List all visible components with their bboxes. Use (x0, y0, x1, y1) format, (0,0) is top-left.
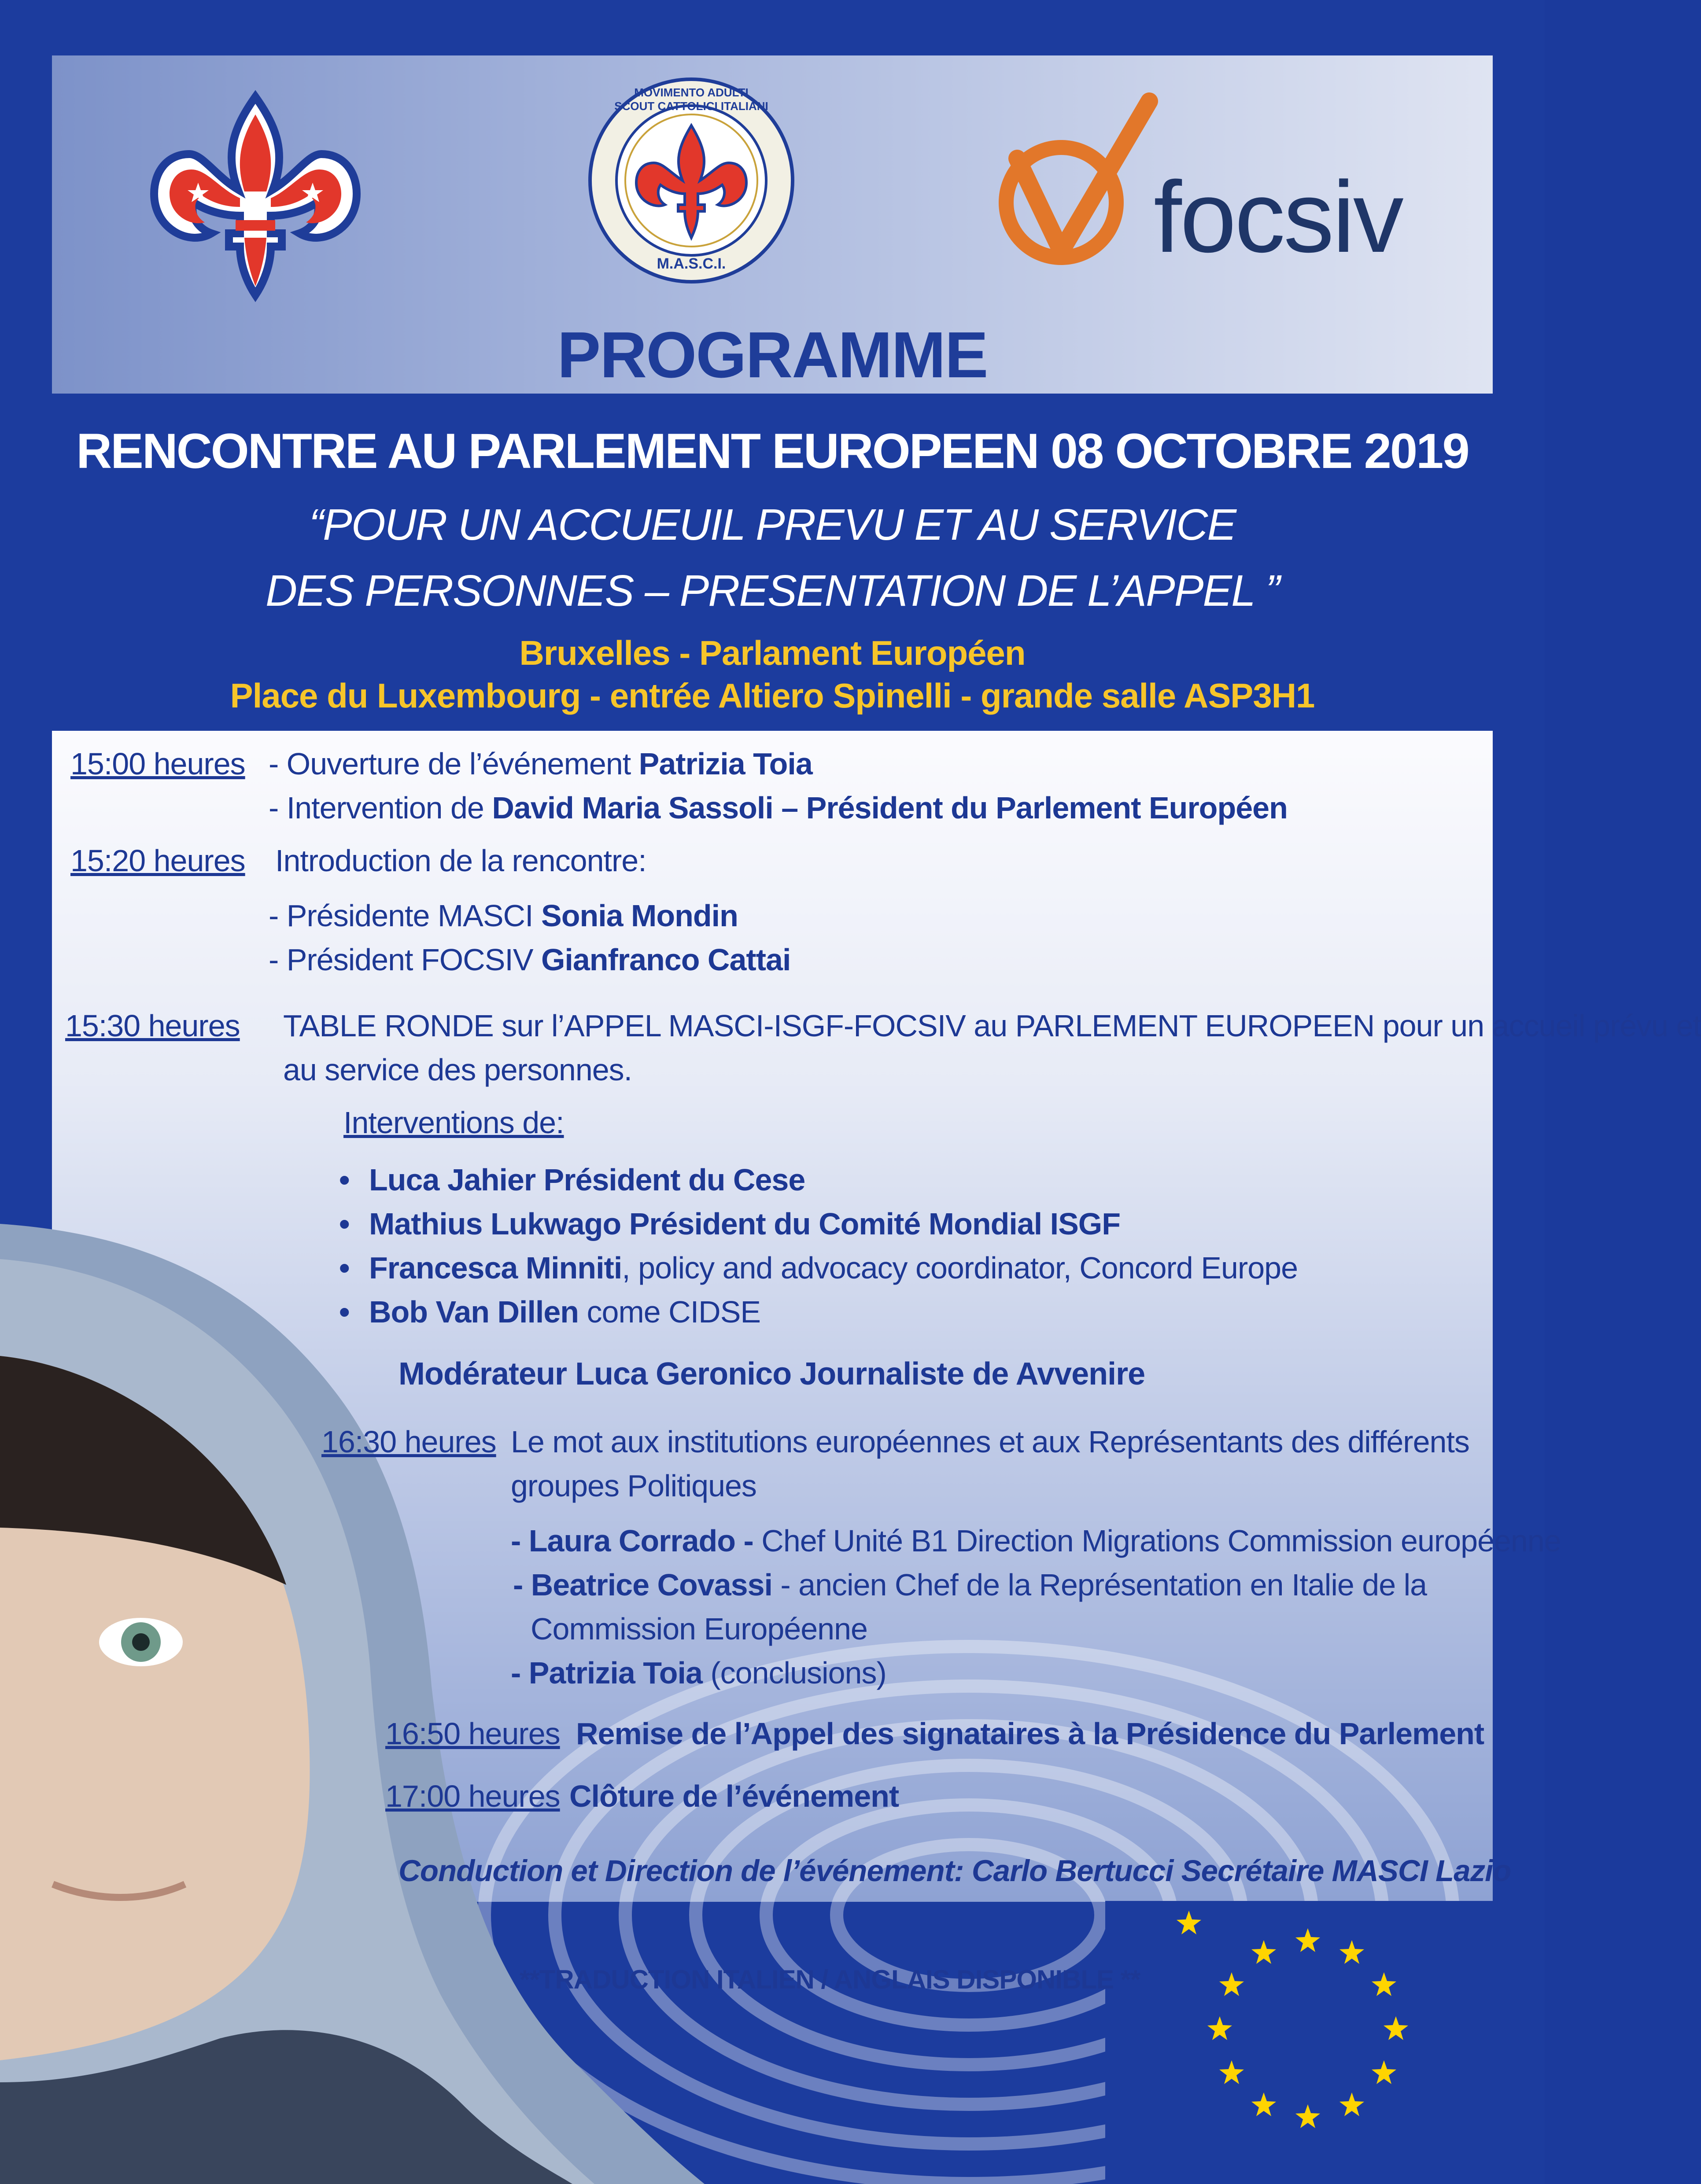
s3-line2: au service des personnes. (283, 1053, 632, 1087)
s4-person3-role: (conclusions) (702, 1656, 886, 1690)
time-1700: 17:00 heures (385, 1779, 560, 1813)
bullet-4: • (339, 1295, 350, 1329)
speaker-3-role: , policy and advocacy coordinator, Concord Europe (622, 1251, 1298, 1285)
masci-logo-abbr: M.A.S.C.I. (657, 255, 726, 272)
s3-line1: TABLE RONDE sur l’APPEL MASCI-ISGF-FOCSIV au PARLEMENT EUROPEEN pour un accueil prévu et (283, 1009, 1701, 1043)
s4-line1: Le mot aux institutions européennes et aux Représentants des différents (511, 1425, 1469, 1459)
bullet-1: • (339, 1163, 350, 1197)
scout-fleur-de-lis-logo (150, 88, 361, 299)
s4-person1-role: Chef Unité B1 Direction Migrations Commission européenne (753, 1524, 1561, 1558)
event-location-line1: Bruxelles - Parlament Européen (519, 633, 1026, 672)
time-1630: 16:30 heures (321, 1425, 496, 1459)
moderator: Modérateur Luca Geronico Journaliste de Avvenire (398, 1356, 1145, 1392)
event-direction: Conduction et Direction de l’événement: Carlo Bertucci Secrétaire MASCI Lazio (398, 1854, 1511, 1888)
s1-line1-name: Patrizia Toia (638, 747, 812, 781)
s1-line2 (269, 790, 1288, 825)
s4-person1 (511, 1523, 1561, 1558)
speaker-4-role: come CIDSE (579, 1295, 761, 1329)
event-title: RENCONTRE AU PARLEMENT EUROPEEN 08 OCTOBRE 2019 (76, 424, 1469, 479)
event-subtitle-line2: DES PERSONNES – PRESENTATION DE L’APPEL ” (265, 566, 1280, 615)
speaker-1: Luca Jahier Président du Cese (369, 1163, 805, 1197)
s4-person3 (511, 1655, 886, 1690)
s4-person2-cont: Commission Européenne (531, 1612, 867, 1646)
s4-person2-name: - Beatrice Covassi (513, 1568, 772, 1602)
time-1530: 15:30 heures (65, 1009, 240, 1043)
event-location-line2: Place du Luxembourg - entrée Altiero Spinelli - grande salle ASP3H1 (230, 676, 1315, 715)
s2-line2-text: - Présidente MASCI (269, 899, 541, 933)
time-1500: 15:00 heures (70, 747, 245, 781)
s4-line2: groupes Politiques (511, 1469, 756, 1503)
masci-logo (588, 77, 795, 284)
masci-logo-ring-text: MOVIMENTO ADULTI SCOUT CATTOLICI ITALIANI (614, 86, 768, 113)
bullet-3: • (339, 1251, 350, 1285)
s1-line1 (269, 746, 812, 781)
s1-line1-text: - Ouverture de l’événement (269, 747, 639, 781)
s5-text: Remise de l’Appel des signataires à la Présidence du Parlement (576, 1716, 1484, 1751)
time-1520: 15:20 heures (70, 843, 245, 878)
event-subtitle-line1: “POUR UN ACCUEUIL PREVU ET AU SERVICE (309, 500, 1236, 549)
speaker-2: Mathius Lukwago Président du Comité Mondial ISGF (369, 1207, 1120, 1241)
speaker-3-name: Francesca Minniti (369, 1251, 622, 1285)
translation-note: **TRADUCTION ITALIEN / ANGLAIS DISPONIBLE ** (520, 1965, 1140, 1994)
focsiv-check-icon (1000, 92, 1158, 277)
s4-person3-name: - Patrizia Toia (511, 1656, 702, 1690)
bullet-2: • (339, 1207, 350, 1241)
s1-line2-text: - Intervention de (269, 791, 492, 825)
time-1650: 16:50 heures (385, 1716, 560, 1751)
s6-text: Clôture de l’événement (569, 1779, 899, 1813)
s2-line3 (269, 942, 790, 977)
focsiv-logo-text: focsiv (1154, 160, 1402, 273)
speaker-3 (369, 1250, 1298, 1285)
eu-stars-icon (1189, 1924, 1427, 2162)
s4-person1-name: - Laura Corrado - (511, 1524, 753, 1558)
s2-line2-name: Sonia Mondin (541, 899, 738, 933)
s4-person2-role: - ancien Chef de la Représentation en Italie de la (772, 1568, 1427, 1602)
speaker-4-name: Bob Van Dillen (369, 1295, 579, 1329)
s2-line1: Introduction de la rencontre: (275, 843, 646, 878)
programme-title: PROGRAMME (557, 319, 988, 391)
s4-person2 (513, 1567, 1427, 1602)
s2-line2 (269, 898, 738, 933)
s1-line2-name: David Maria Sassoli – Président du Parlement Européen (492, 791, 1288, 825)
speaker-4 (369, 1294, 760, 1330)
s2-line3-name: Gianfranco Cattai (541, 943, 791, 977)
s2-line3-text: - Président FOCSIV (269, 943, 541, 977)
interventions-label: Interventions de: (343, 1105, 564, 1140)
